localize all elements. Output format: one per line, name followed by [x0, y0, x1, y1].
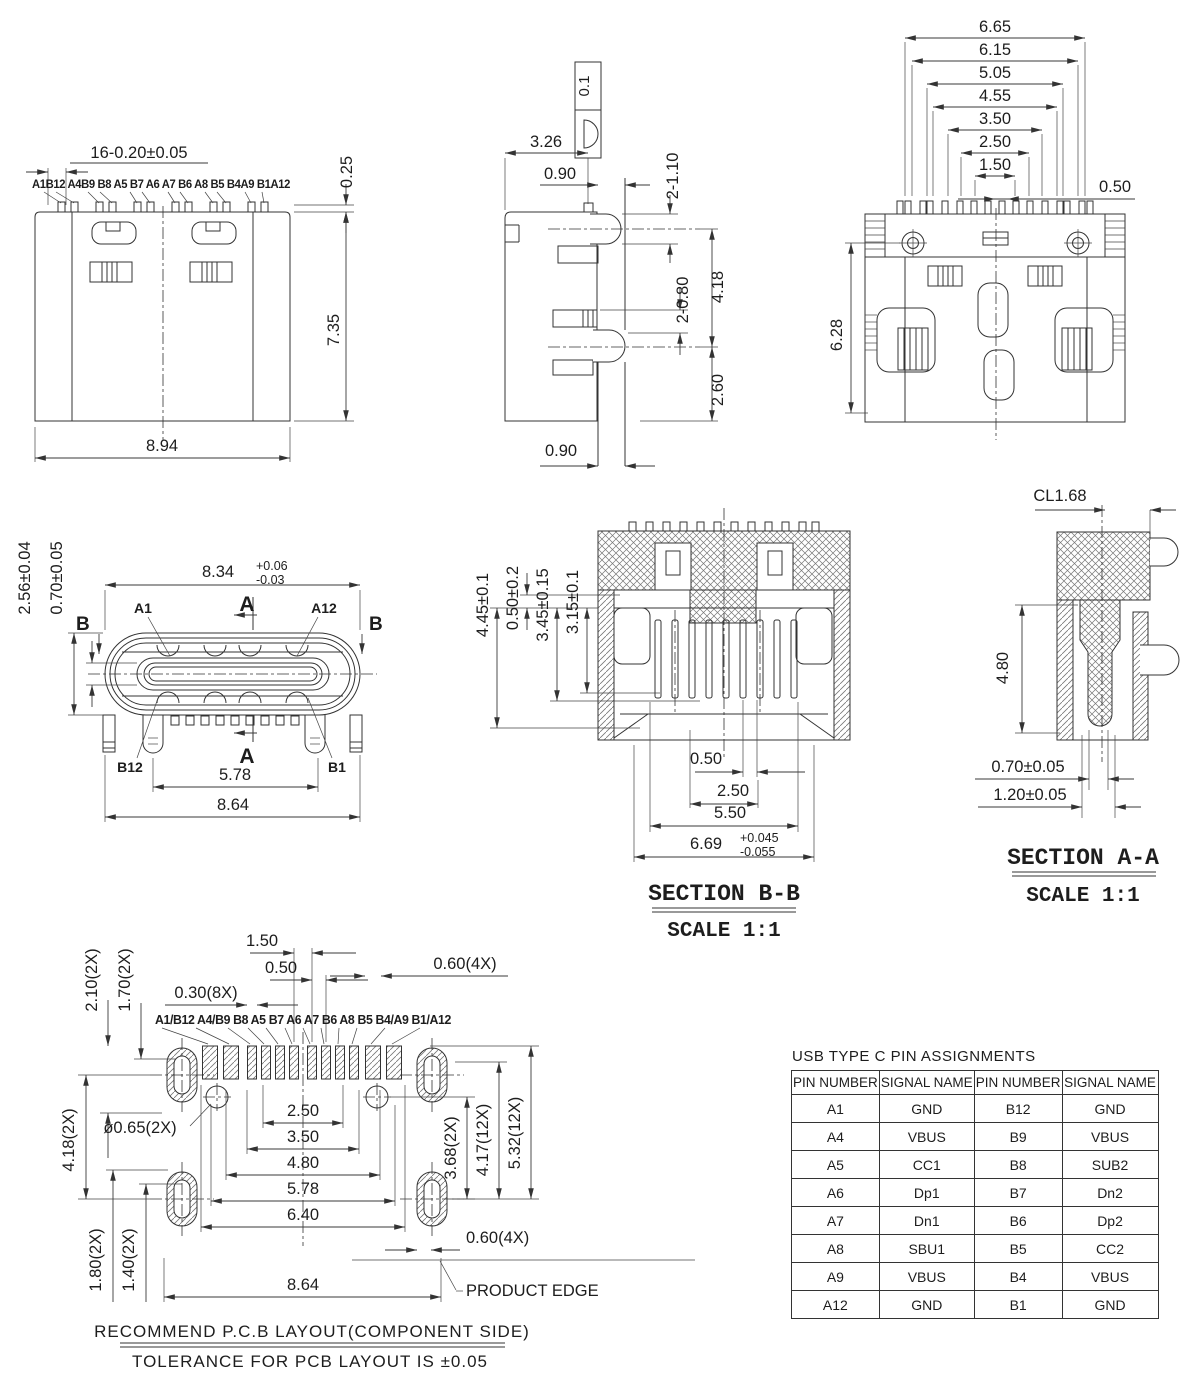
dim-090-bottom: 0.90 [544, 442, 578, 460]
dim-050t: 0.50±0.2 [504, 565, 522, 631]
table-cell: VBUS [1062, 1123, 1158, 1151]
dim-834-plus: +0.06 [256, 559, 288, 573]
dim-150: 2.50 [978, 133, 1012, 151]
table-cell: GND [1062, 1291, 1158, 1319]
pcb-dim-210: 2.10(2X) [83, 948, 101, 1012]
rear-view [828, 18, 1135, 440]
dim-834-minus: -0.03 [256, 573, 285, 587]
pcb-dim-640: 6.40 [286, 1206, 320, 1224]
section-aa-geometry [1057, 505, 1179, 818]
dim-628: 6.28 [828, 318, 846, 352]
dim-cl168: CL1.68 [1033, 487, 1087, 505]
pcb-pad-labels: A1/B12 A4/B9 B8 A5 B7 A6 A7 B6 A8 B5 B4/A9 B1/A12 [155, 1012, 452, 1027]
table-row [792, 1179, 1159, 1207]
mating-dimensions [16, 541, 383, 822]
pcb-dim-060-top: 0.60(4X) [433, 955, 497, 973]
dim-864: 8.64 [216, 796, 250, 814]
side-view [505, 62, 727, 466]
dim-2x080: 2-0.80 [674, 276, 692, 324]
table-cell: CC2 [1062, 1235, 1158, 1263]
rear-dim-stack [905, 18, 1135, 199]
pcb-dim-578: 5.78 [286, 1180, 320, 1198]
table-cell: Dp2 [1062, 1207, 1158, 1235]
table-cell: B6 [974, 1207, 1062, 1235]
table-cell: GND [879, 1095, 974, 1123]
section-a-mark-top: A [239, 593, 255, 616]
pcb-dim-170: 1.70(2X) [116, 948, 134, 1012]
dim-894: 8.94 [145, 437, 179, 455]
dim-345: 3.45±0.15 [534, 568, 552, 642]
section-aa-label: SECTION A-A [1007, 845, 1159, 871]
dim-120-aa: 1.20±0.05 [993, 786, 1067, 804]
leg-left [143, 715, 163, 753]
dim-090-top: 0.90 [543, 165, 577, 183]
gdt-value: 0.1 [576, 75, 593, 97]
gdt-frame [575, 62, 601, 204]
col-pin-number-2: PIN NUMBER [974, 1071, 1062, 1095]
dim-pitch: 16-0.20±0.05 [90, 144, 188, 162]
dim-025: 0.25 [338, 155, 356, 189]
table-row [792, 1123, 1159, 1151]
pcb-notes [94, 1322, 530, 1371]
label-b1: B1 [328, 759, 346, 775]
pcb-dim-350: 3.50 [286, 1128, 320, 1146]
pin-table-title: USB TYPE C PIN ASSIGNMENTS [792, 1048, 1036, 1065]
table-cell: A7 [792, 1207, 880, 1235]
table-cell: B5 [974, 1235, 1062, 1263]
table-cell: CC1 [879, 1151, 974, 1179]
table-cell: SBU1 [879, 1235, 974, 1263]
table-row [792, 1151, 1159, 1179]
pcb-dim-480: 4.80 [286, 1154, 320, 1172]
section-aa-title [1007, 845, 1159, 908]
pcb-dim-368: 3.68(2X) [442, 1116, 460, 1180]
dim-070-aa: 0.70±0.05 [991, 758, 1065, 776]
dim-669-plus: +0.045 [740, 831, 779, 845]
dim-615: 6.15 [978, 41, 1012, 59]
note-line2: TOLERANCE FOR PCB LAYOUT IS ±0.05 [132, 1352, 488, 1371]
dim-256: 2.56±0.04 [16, 541, 34, 615]
table-row [792, 1263, 1159, 1291]
table-row [792, 1095, 1159, 1123]
dim-480: 4.80 [994, 651, 1012, 685]
pcb-dim-180: 1.80(2X) [87, 1228, 105, 1292]
pcb-dim-150: 1.50 [245, 932, 279, 950]
dim-445: 4.45±0.1 [474, 572, 492, 638]
col-signal-name-1: SIGNAL NAME [879, 1071, 974, 1095]
table-cell: A12 [792, 1291, 880, 1319]
front-view-dimensions [26, 144, 356, 462]
table-cell: SUB2 [1062, 1151, 1158, 1179]
section-bb-scale: SCALE 1:1 [667, 920, 781, 943]
center-stem [1080, 600, 1120, 726]
pcb-dim-065: ø0.65(2X) [103, 1119, 177, 1137]
section-bb-geometry [598, 508, 850, 758]
dim-735: 7.35 [325, 313, 343, 347]
dim-578: 5.78 [218, 766, 252, 784]
front-view-geometry [35, 202, 290, 440]
label-a12: A12 [311, 600, 337, 616]
table-cell: B12 [974, 1095, 1062, 1123]
section-bb-view [474, 508, 850, 943]
note-line1: RECOMMEND P.C.B LAYOUT(COMPONENT SIDE) [94, 1322, 530, 1341]
table-cell: VBUS [879, 1123, 974, 1151]
front-pin-labels: A1B12 A4B9 B8 A5 B7 A6 A7 B6 A8 B5 B4A9 B1A12 [32, 177, 291, 191]
table-cell: A5 [792, 1151, 880, 1179]
table-cell: B7 [974, 1179, 1062, 1207]
label-b12: B12 [117, 759, 143, 775]
table-cell: B4 [974, 1263, 1062, 1291]
table-cell: B8 [974, 1151, 1062, 1179]
pcb-dim-030: 0.30(8X) [174, 984, 238, 1002]
dim-669-minus: -0.055 [740, 845, 776, 859]
mating-geometry [88, 633, 377, 753]
side-view-dimensions [505, 133, 727, 466]
pcb-dim-250: 2.50 [286, 1102, 320, 1120]
label-a1: A1 [134, 600, 152, 616]
pin-leg-top [1150, 538, 1178, 566]
rear-view-geometry [865, 201, 1125, 440]
pcb-layout-view [60, 932, 695, 1371]
table-cell: A8 [792, 1235, 880, 1263]
pcb-dim-050: 0.50 [264, 959, 298, 977]
dim-250: 2.50 [716, 782, 750, 800]
pcb-dim-418: 4.18(2X) [60, 1108, 78, 1172]
pcb-dim-417: 4.17(12X) [474, 1103, 492, 1177]
dim-2x110: 2-1.10 [664, 152, 682, 200]
dim-669: 6.69 [689, 835, 723, 853]
table-cell: B9 [974, 1123, 1062, 1151]
table-cell: B1 [974, 1291, 1062, 1319]
pcb-dim-140: 1.40(2X) [120, 1228, 138, 1292]
dim-418: 4.18 [709, 270, 727, 304]
dim-050: 0.50 [1098, 178, 1132, 196]
pcb-dimensions [60, 932, 695, 1302]
rear-view-dimensions [828, 243, 900, 413]
dim-834: 8.34 [201, 563, 235, 581]
dim-550: 5.50 [713, 804, 747, 822]
leg-right [305, 715, 325, 753]
product-edge-label: PRODUCT EDGE [466, 1282, 599, 1300]
table-cell: VBUS [1062, 1263, 1158, 1291]
pin-table-header-row [792, 1071, 1159, 1095]
table-row [792, 1291, 1159, 1319]
side-view-geometry [505, 178, 700, 466]
section-b-mark-left: B [76, 614, 90, 635]
dim-326: 3.26 [529, 133, 563, 151]
table-cell: VBUS [879, 1263, 974, 1291]
profile-symbol-icon [584, 120, 598, 148]
pin-assignment-section [791, 1048, 1161, 1319]
section-bb-title [648, 881, 800, 943]
front-view [26, 144, 356, 462]
section-aa-scale: SCALE 1:1 [1026, 885, 1140, 908]
pin-table [791, 1070, 1159, 1319]
section-aa-view [975, 487, 1179, 908]
dim-260: 2.60 [709, 373, 727, 407]
dim-505: 5.05 [978, 64, 1012, 82]
table-cell: GND [1062, 1095, 1158, 1123]
section-bb-label: SECTION B-B [648, 881, 800, 907]
dim-665: 6.65 [978, 18, 1012, 36]
dim-150b: 1.50 [978, 156, 1012, 174]
pin-leg-mid [1140, 645, 1179, 675]
table-cell: A1 [792, 1095, 880, 1123]
table-cell: GND [879, 1291, 974, 1319]
table-row [792, 1235, 1159, 1263]
table-cell: A9 [792, 1263, 880, 1291]
mating-face-view [16, 541, 383, 822]
dim-050-b: 0.50 [689, 750, 723, 768]
section-b-mark-right: B [369, 614, 383, 635]
table-cell: A4 [792, 1123, 880, 1151]
pcb-dim-864: 8.64 [286, 1276, 320, 1294]
table-row [792, 1207, 1159, 1235]
dim-070: 0.70±0.05 [48, 541, 66, 615]
dim-455: 4.55 [978, 87, 1012, 105]
dim-350: 3.50 [978, 110, 1012, 128]
pcb-dim-532: 5.32(12X) [506, 1096, 524, 1170]
pcb-dim-060-bottom: 0.60(4X) [466, 1229, 530, 1247]
table-cell: Dn2 [1062, 1179, 1158, 1207]
table-cell: A6 [792, 1179, 880, 1207]
dim-315: 3.15±0.1 [564, 569, 582, 635]
section-a-mark-bottom: A [239, 745, 255, 768]
table-cell: Dp1 [879, 1179, 974, 1207]
col-signal-name-2: SIGNAL NAME [1062, 1071, 1158, 1095]
table-cell: Dn1 [879, 1207, 974, 1235]
col-pin-number-1: PIN NUMBER [792, 1071, 880, 1095]
